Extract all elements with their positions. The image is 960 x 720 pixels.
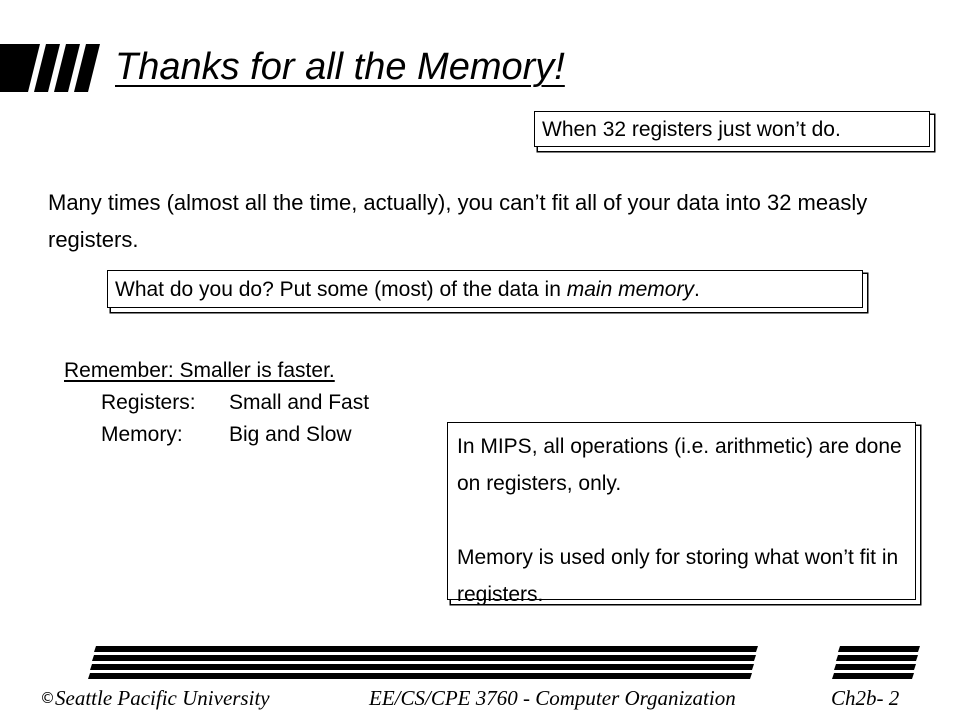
footer-university-text: Seattle Pacific University <box>55 686 270 710</box>
mips-note-line2: Memory is used only for storing what won’t fit in registers. <box>457 546 899 606</box>
remember-label: Memory: <box>101 423 183 446</box>
remember-row-registers <box>64 387 369 419</box>
remember-block <box>64 355 369 451</box>
mips-note-line1: In MIPS, all operations (i.e. arithmetic) are done on registers, only. <box>457 435 902 495</box>
callout-registers <box>534 111 930 147</box>
mips-note-spacer <box>457 502 915 539</box>
copyright-icon: © <box>40 689 55 707</box>
footer-decoration-bars <box>0 640 960 682</box>
callout-mips-note <box>447 422 916 606</box>
remember-row-memory <box>64 419 369 451</box>
remember-value: Big and Slow <box>229 423 352 446</box>
callout-question <box>107 270 863 308</box>
remember-value: Small and Fast <box>229 391 370 414</box>
remember-heading: Remember: Smaller is faster. <box>64 359 335 382</box>
question-text: What do you do? Put some (most) of the data in <box>115 278 567 301</box>
intro-paragraph: Many times (almost all the time, actually), you can’t fit all of your data into 32 measly registers. <box>48 190 868 252</box>
question-suffix: . <box>693 278 700 301</box>
question-emphasis: main memory <box>566 278 694 301</box>
slide-title: Thanks for all the Memory! <box>115 46 565 88</box>
footer-page-number: Ch2b- 2 <box>831 686 900 710</box>
remember-label: Registers: <box>101 391 196 414</box>
footer-course: EE/CS/CPE 3760 - Computer Organization <box>369 686 736 710</box>
callout-registers-text: When 32 registers just won’t do. <box>542 118 841 141</box>
footer-university <box>40 686 270 711</box>
title-decoration-bars <box>0 42 105 94</box>
